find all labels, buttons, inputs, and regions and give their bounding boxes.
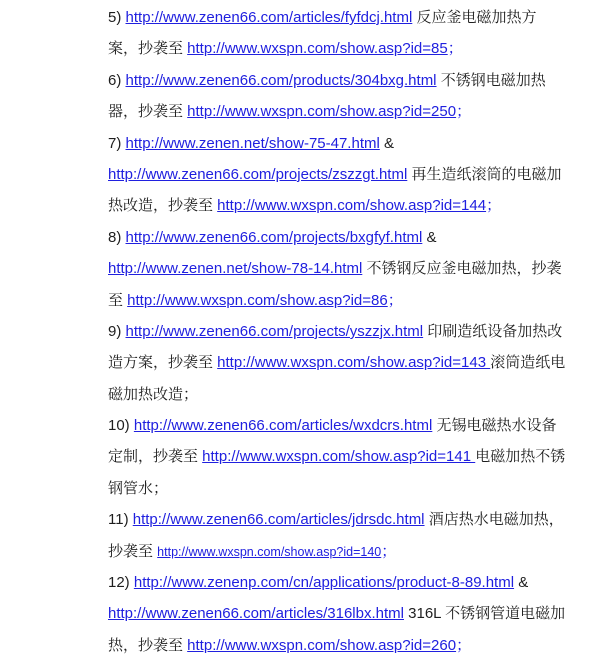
text-run: ； (387, 291, 403, 309)
text-run: 印刷造纸设备加热改 (423, 322, 563, 340)
document-line (108, 96, 563, 127)
hyperlink[interactable]: http://www.wxspn.com/show.asp?id=86 (127, 291, 388, 309)
hyperlink[interactable]: http://www.zenen.net/show-75-47.html (125, 134, 380, 152)
text-run: ； (381, 542, 397, 560)
document-line (108, 316, 563, 347)
text-run: 不锈钢反应釜电磁加热，抄袭 (362, 260, 562, 278)
text-run: 磁加热改造； (108, 385, 199, 403)
document-line (108, 567, 563, 598)
text-run: 316L 不锈钢管道电磁加 (403, 605, 566, 623)
text-run: & (514, 574, 529, 592)
text-run: 至 (108, 291, 128, 309)
text-run: 12) (108, 574, 134, 592)
text-run: 酒店热水电磁加热， (424, 511, 564, 529)
hyperlink[interactable]: http://www.zenen66.com/projects/yszzjx.html (125, 322, 424, 340)
text-run: ； (486, 197, 502, 215)
text-run: 器，抄袭至 (108, 103, 188, 121)
text-run: 9) (108, 322, 126, 340)
text-run: 造方案，抄袭至 (108, 354, 218, 372)
document-line (108, 65, 563, 96)
text-run: ； (447, 40, 463, 58)
document-line (108, 33, 563, 64)
hyperlink[interactable]: http://www.zenen66.com/projects/bxgfyf.html (125, 228, 423, 246)
document-line (108, 128, 563, 159)
hyperlink[interactable]: http://www.zenen66.com/projects/zszzgt.html (108, 165, 408, 183)
hyperlink[interactable]: http://www.zenen66.com/articles/wxdcrs.html (133, 417, 433, 435)
text-run: 不锈钢电磁加热 (436, 71, 546, 89)
hyperlink[interactable]: http://www.zenen66.com/articles/jdrsdc.html (132, 511, 425, 529)
text-run: 6) (108, 71, 126, 89)
text-run: ； (456, 103, 472, 121)
hyperlink[interactable]: http://www.wxspn.com/show.asp?id=85 (187, 40, 448, 58)
document-line (108, 285, 563, 316)
text-run: & (379, 134, 394, 152)
hyperlink[interactable]: http://www.wxspn.com/show.asp?id=141 (202, 448, 476, 466)
document-line (108, 347, 566, 378)
text-run: & (422, 228, 437, 246)
hyperlink[interactable]: http://www.wxspn.com/show.asp?id=144 (217, 197, 487, 215)
document-line (108, 630, 563, 661)
document-line (108, 473, 563, 504)
hyperlink[interactable]: http://www.wxspn.com/show.asp?id=143 (217, 354, 491, 372)
hyperlink[interactable]: http://www.zenenp.com/cn/applications/product-8-89.html (133, 574, 515, 592)
document-line (108, 253, 563, 284)
text-run: 8) (108, 228, 126, 246)
text-run: 5) (108, 9, 126, 26)
document-line (108, 2, 563, 33)
text-run: 7) (108, 134, 126, 152)
document-line (108, 504, 563, 535)
hyperlink[interactable]: http://www.wxspn.com/show.asp?id=260 (187, 636, 457, 654)
text-run: 反应釜电磁加热方 (412, 9, 537, 26)
text-run: 10) (108, 417, 134, 435)
hyperlink[interactable]: http://www.zenen66.com/articles/316lbx.html (108, 605, 404, 623)
document-line (108, 441, 566, 472)
hyperlink[interactable]: http://www.zenen66.com/products/304bxg.html (125, 71, 437, 89)
text-run: 抄袭至 (108, 542, 158, 560)
text-run: 钢管水； (108, 479, 169, 497)
document-line (108, 536, 563, 567)
hyperlink[interactable]: http://www.wxspn.com/show.asp?id=140 (157, 544, 382, 559)
document-line (108, 190, 563, 221)
document-line (108, 222, 563, 253)
document-line (108, 598, 566, 629)
hyperlink[interactable]: http://www.wxspn.com/show.asp?id=250 (187, 103, 457, 121)
text-run: 滚筒造纸电 (490, 354, 566, 372)
document-line (108, 159, 563, 190)
text-run: 无锡电磁热水设备 (432, 417, 557, 435)
text-run: 案，抄袭至 (108, 40, 188, 58)
text-run: 热改造，抄袭至 (108, 197, 218, 215)
document-body (108, 2, 566, 661)
text-run: 电磁加热不锈 (475, 448, 566, 466)
hyperlink[interactable]: http://www.zenen66.com/articles/fyfdcj.html (125, 9, 413, 26)
document-line (108, 410, 563, 441)
text-run: 11) (108, 511, 133, 529)
text-run: 定制，抄袭至 (108, 448, 203, 466)
text-run: 热，抄袭至 (108, 636, 188, 654)
hyperlink[interactable]: http://www.zenen.net/show-78-14.html (108, 260, 363, 278)
document-line (108, 379, 563, 410)
text-run: ； (456, 636, 472, 654)
text-run: 再生造纸滚筒的电磁加 (407, 165, 562, 183)
